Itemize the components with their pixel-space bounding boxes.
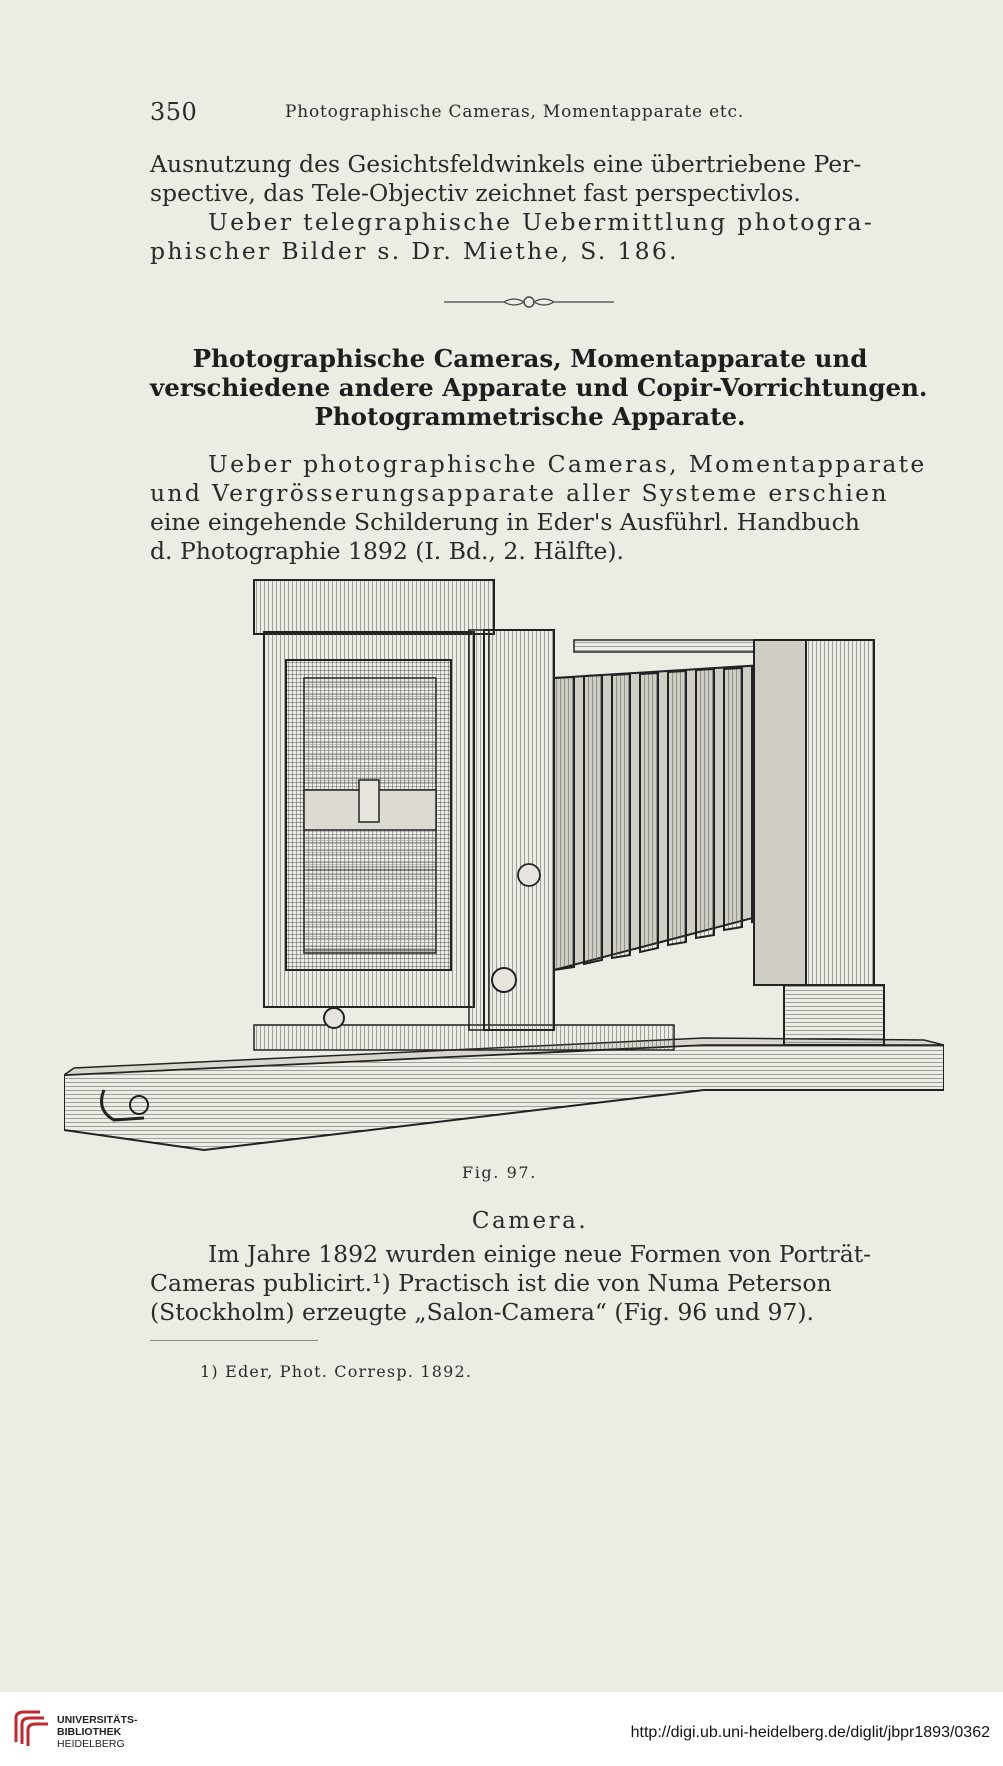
heading-line: Photographische Cameras, Momentapparate und (192, 344, 868, 373)
section-paragraph (150, 450, 927, 566)
text-line: Ueber photographische Cameras, Momentapparate (208, 450, 927, 478)
text-line: d. Photographie 1892 (I. Bd., 2. Hälfte). (150, 537, 625, 565)
text-line: und Vergrösserungsapparate aller Systeme erschien (150, 479, 889, 507)
text-line: phischer Bilder s. Dr. Miethe, S. 186. (150, 237, 679, 265)
text-line: eine eingehende Schilderung in Eder's Ausführl. Handbuch (150, 508, 860, 536)
text-line: Cameras publicirt.¹) Practisch ist die von Numa Peterson (150, 1269, 832, 1297)
camera-engraving (64, 570, 944, 1155)
text-line: Ueber telegraphische Uebermittlung photogra- (208, 208, 875, 236)
library-logo-icon (10, 1708, 52, 1750)
running-title: Photographische Cameras, Momentapparate etc. (285, 102, 745, 122)
library-footer (0, 1692, 1003, 1766)
heading-line: Photogrammetrische Apparate. (314, 402, 746, 431)
intro-paragraph (150, 150, 910, 266)
text-line: (Stockholm) erzeugte „Salon-Camera“ (Fig. 96 und 97). (150, 1298, 815, 1326)
figure-title: Camera. (471, 1208, 589, 1234)
permalink[interactable]: http://digi.ub.uni-heidelberg.de/diglit/jbpr1893/0362 (630, 1724, 990, 1741)
page-number: 350 (150, 98, 198, 126)
footnote: 1) Eder, Phot. Corresp. 1892. (200, 1362, 473, 1381)
text-line: Im Jahre 1892 wurden einige neue Formen von Porträt- (208, 1240, 872, 1268)
section-heading (150, 344, 928, 431)
footnote-rule (150, 1340, 318, 1341)
library-name: UNIVERSITÄTS- BIBLIOTHEK HEIDELBERG (57, 1714, 138, 1750)
text-line: spective, das Tele-Objectiv zeichnet fast perspectivlos. (150, 179, 801, 207)
figure-caption: Fig. 97. (462, 1163, 537, 1182)
closing-paragraph (150, 1240, 910, 1327)
text-line: Ausnutzung des Gesichtsfeldwinkels eine übertriebene Per- (150, 150, 862, 178)
section-divider-ornament (444, 290, 614, 314)
heading-line: verschiedene andere Apparate und Copir-Vorrichtungen. (150, 373, 928, 402)
running-head (150, 98, 910, 128)
